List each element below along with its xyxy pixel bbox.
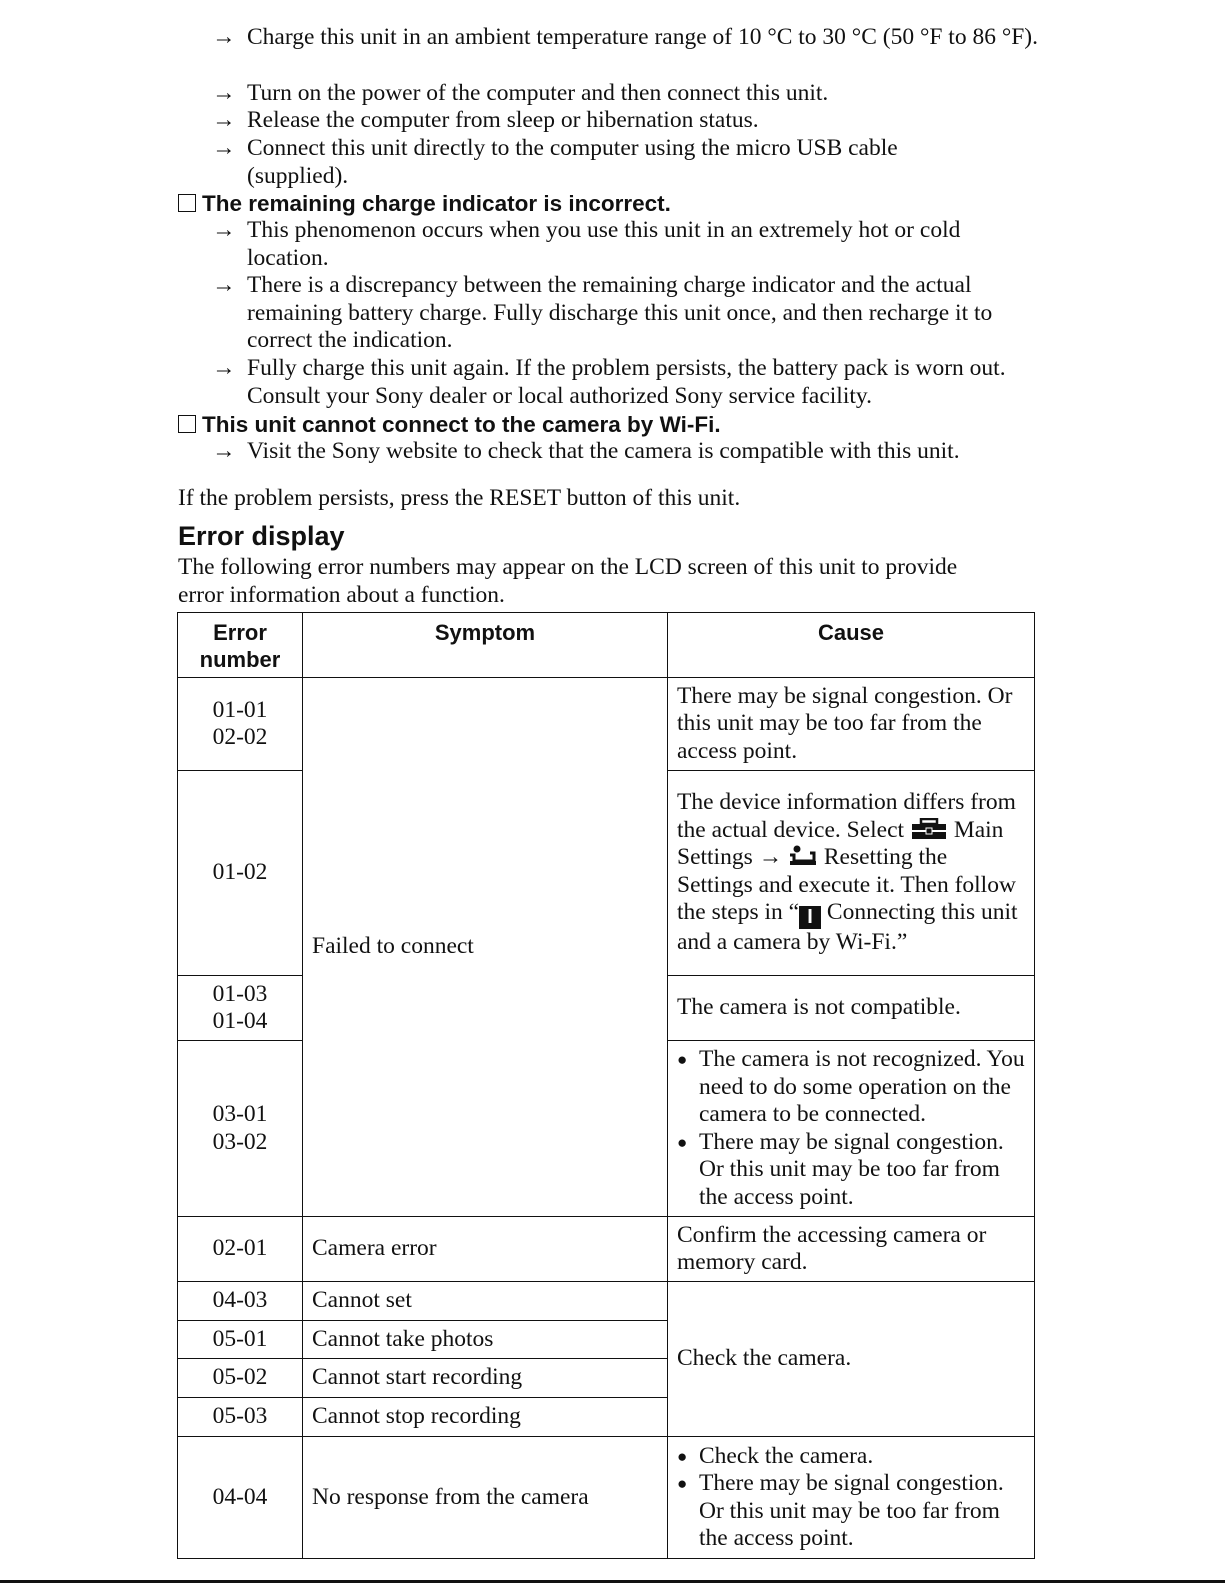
cause-cell: The camera is not compatible. <box>668 976 1035 1041</box>
cause-list-item: ● The camera is not recognized. You need to do some operation on the camera to be connected. <box>677 1046 1028 1129</box>
cause-cell-check-camera: Check the camera. <box>668 1282 1035 1437</box>
arrow-icon: → <box>212 24 236 50</box>
checkbox-square-icon <box>178 194 196 212</box>
section-title-error-display: Error display <box>178 521 345 551</box>
bullet-text: Visit the Sony website to check that the camera is compatible with this unit. <box>247 438 960 464</box>
bullet-connect-usb <box>212 135 972 190</box>
reset-settings-icon <box>788 845 818 867</box>
arrow-icon: → <box>758 844 783 871</box>
symptom-cell: Cannot stop recording <box>303 1398 668 1437</box>
table-row <box>178 1282 1035 1321</box>
arrow-icon: → <box>212 107 236 133</box>
toolbox-icon <box>910 818 948 840</box>
error-display-intro: The following error numbers may appear on the LCD screen of this unit to provide error information about a function. <box>178 554 958 608</box>
cause-text: Connecting this unit and a camera by Wi-Fi.” <box>677 899 1018 956</box>
cause-cell <box>668 1437 1035 1559</box>
bullet-text: This phenomenon occurs when you use this unit in an extremely hot or cold location. <box>247 217 961 271</box>
cause-text: Select <box>846 816 905 843</box>
table-row <box>178 1437 1035 1559</box>
error-number-cell: 04-03 <box>178 1282 303 1321</box>
error-number: 01-01 <box>212 696 268 723</box>
error-number: 01-03 <box>212 980 268 1007</box>
error-number-cell <box>178 678 303 771</box>
bullet-charge-temperature <box>212 24 1042 52</box>
error-number-cell <box>178 1041 303 1217</box>
error-number-cell: 05-02 <box>178 1359 303 1398</box>
bullet-text: Release the computer from sleep or hibernation status. <box>247 107 759 133</box>
arrow-icon: → <box>212 272 236 298</box>
problem-heading-text: This unit cannot connect to the camera by Wi-Fi. <box>202 412 721 437</box>
arrow-icon: → <box>212 355 236 381</box>
arrow-icon: → <box>212 80 236 106</box>
step-one-icon: I <box>799 906 821 929</box>
cause-text: Main Settings <box>677 816 1004 871</box>
header-cause <box>668 613 1035 678</box>
cause-list-item: ● There may be signal congestion. Or this unit may be too far from the access point. <box>677 1129 1028 1212</box>
bullet-text: There is a discrepancy between the remaining charge indicator and the actual remaining battery charge. Fully discharge this unit once, and then recharge it to correct the indication. <box>247 272 993 353</box>
error-table <box>177 612 1035 1559</box>
symptom-cell: No response from the camera <box>303 1437 668 1559</box>
header-text: Cause <box>817 620 885 645</box>
header-symptom <box>303 613 668 678</box>
error-number: 02-02 <box>212 724 268 750</box>
cause-list <box>677 1046 1028 1211</box>
bullet-discrepancy <box>212 272 1042 355</box>
cause-list-item: ● There may be signal congestion. Or this unit may be too far from the access point. <box>677 1470 1028 1553</box>
arrow-icon: → <box>212 438 236 464</box>
bullet-release-sleep <box>212 107 1042 135</box>
error-number-cell <box>178 976 303 1041</box>
bullet-fully-charge-again <box>212 355 1042 410</box>
arrow-icon: → <box>212 135 236 161</box>
error-number: 03-01 <box>212 1101 268 1127</box>
symptom-cell: Camera error <box>303 1217 668 1282</box>
cause-text: Resetting the Settings and execute it. Then follow the steps in “ <box>677 844 1016 926</box>
error-number: 03-02 <box>212 1128 268 1155</box>
error-number-cell: 05-03 <box>178 1398 303 1437</box>
bullet-text: Connect this unit directly to the computer using the micro USB cable (supplied). <box>247 135 898 189</box>
table-row <box>178 1217 1035 1282</box>
bullet-text: Turn on the power of the computer and then connect this unit. <box>247 80 829 106</box>
page-bottom-rule <box>0 1580 1225 1583</box>
error-number-cell <box>178 771 303 976</box>
checkbox-square-icon <box>178 415 196 433</box>
header-error-number <box>178 613 303 678</box>
table-header-row <box>178 613 1035 678</box>
cause-cell: Confirm the accessing camera or memory card. <box>668 1217 1035 1282</box>
symptom-cell: Cannot set <box>303 1282 668 1321</box>
cause-cell-reset-settings <box>668 771 1035 976</box>
error-number: 01-04 <box>212 1008 268 1034</box>
error-number-cell: 05-01 <box>178 1321 303 1359</box>
cause-cell <box>668 1041 1035 1217</box>
error-number-cell: 04-04 <box>178 1437 303 1559</box>
bullet-hot-cold-location <box>212 217 1042 272</box>
problem-heading-remaining-charge <box>178 190 671 217</box>
symptom-text: Failed to connect <box>312 933 474 960</box>
cause-list <box>677 1443 1028 1553</box>
bullet-turn-on-computer <box>212 80 1042 108</box>
header-text: Symptom <box>434 620 536 645</box>
arrow-icon: → <box>212 217 236 243</box>
bullet-visit-website <box>212 438 1042 466</box>
error-number-cell: 02-01 <box>178 1217 303 1282</box>
symptom-cell: Cannot take photos <box>303 1321 668 1359</box>
cause-text: The device information differs from the actual device. <box>677 789 1016 843</box>
reset-note: If the problem persists, press the RESET button of this unit. <box>178 485 741 511</box>
bullet-text: Fully charge this unit again. If the problem persists, the battery pack is worn out. Consult your Sony dealer or local authorized Sony service facility. <box>247 355 1006 409</box>
header-text: Error number <box>199 620 281 672</box>
symptom-cell-failed-to-connect <box>303 678 668 1217</box>
cause-cell: There may be signal congestion. Or this unit may be too far from the access point. <box>668 678 1035 771</box>
cause-list-item: ● Check the camera. <box>677 1443 1028 1471</box>
error-number: 01-02 <box>212 859 268 886</box>
bullet-text: Charge this unit in an ambient temperature range of 10 °C to 30 °C (50 °F to 86 °F). <box>247 24 1038 50</box>
symptom-cell: Cannot start recording <box>303 1359 668 1398</box>
problem-heading-wifi <box>178 411 721 438</box>
problem-heading-text: The remaining charge indicator is incorrect. <box>202 191 671 216</box>
table-row <box>178 678 1035 771</box>
